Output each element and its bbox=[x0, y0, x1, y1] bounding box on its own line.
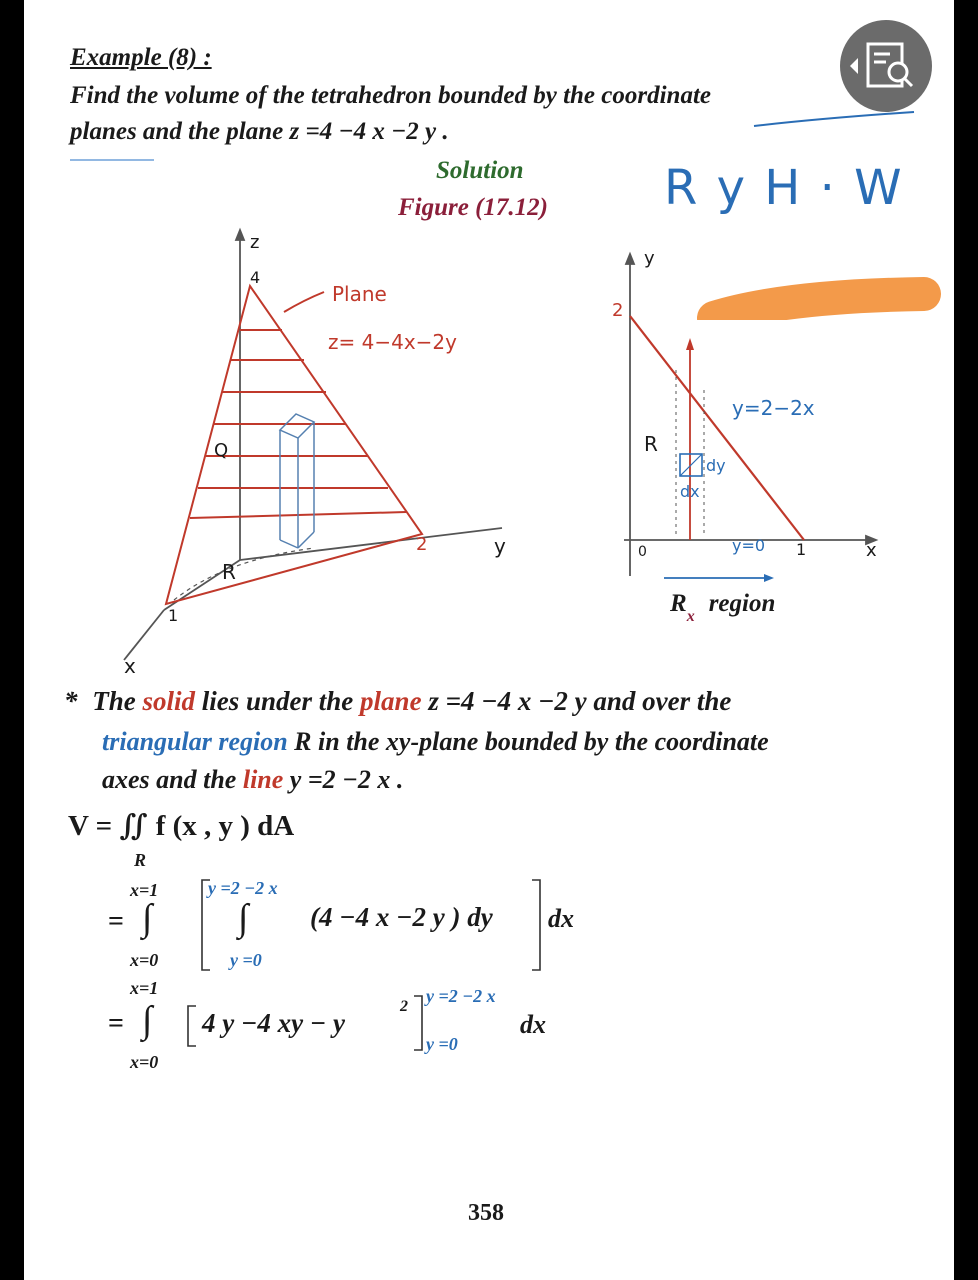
integrand: (4 −4 x −2 y ) dy bbox=[310, 902, 493, 932]
document-page bbox=[24, 0, 954, 1280]
region-r-label: R bbox=[644, 432, 658, 456]
volume-sub: R bbox=[134, 850, 147, 870]
eval-lower: y =0 bbox=[426, 1034, 458, 1054]
fig-y-tick: 2 bbox=[416, 534, 428, 555]
dx-1: dx bbox=[548, 904, 574, 933]
integral-y: ∫ bbox=[238, 897, 249, 939]
region-dx: dx bbox=[680, 482, 700, 501]
p-text-2: R in the xy-plane bounded by the coordinate bbox=[294, 727, 769, 756]
p-line-eq: y =2 −2 x . bbox=[289, 765, 404, 794]
p-text-3: axes and the bbox=[102, 765, 237, 794]
fig-x-tick: 1 bbox=[168, 606, 179, 625]
antiderivative: 4 y −4 xy − y bbox=[202, 1008, 345, 1038]
upper-y: y =2 −2 x bbox=[208, 878, 278, 898]
figure-label: Figure (17.12) bbox=[398, 194, 548, 221]
fig-z-axis: z bbox=[250, 232, 260, 253]
solution-label: Solution bbox=[436, 157, 524, 184]
example-title: Example (8) : bbox=[70, 44, 212, 71]
volume-formula: V = ∬ f (x , y ) dA bbox=[68, 810, 295, 842]
fig-x-axis: x bbox=[124, 654, 136, 678]
lower-y: y =0 bbox=[230, 950, 262, 970]
square-exp: 2 bbox=[400, 998, 408, 1015]
p-plane: plane bbox=[360, 686, 422, 716]
region-baseline: y=0 bbox=[732, 536, 766, 555]
page-number: 358 bbox=[468, 1200, 504, 1226]
region-y-axis-label: y bbox=[644, 248, 655, 269]
p-word: The bbox=[92, 686, 136, 716]
fig-y-axis: y bbox=[494, 534, 506, 558]
p-line: line bbox=[242, 765, 284, 794]
integral-x-2: ∫ bbox=[142, 999, 153, 1041]
region-x-axis-label: x bbox=[866, 540, 877, 561]
handwritten-note: R y H · W bbox=[664, 160, 904, 216]
integral-x-1: ∫ bbox=[142, 897, 153, 939]
eq-sign-2: = bbox=[108, 1008, 124, 1039]
brackets bbox=[24, 0, 954, 1280]
dx-2: dx bbox=[520, 1010, 546, 1039]
region-line-eq: y=2−2x bbox=[732, 396, 815, 420]
eq-sign-1: = bbox=[108, 906, 124, 937]
caption-sub: x bbox=[686, 608, 695, 625]
problem-line-2: planes and the plane z =4 −4 x −2 y . bbox=[70, 118, 449, 145]
p-text: lies under the bbox=[201, 686, 354, 716]
eval-upper: y =2 −2 x bbox=[426, 986, 496, 1006]
fig-plane-label: Plane bbox=[332, 282, 387, 306]
bullet-star: * bbox=[64, 686, 78, 716]
p-region: triangular region bbox=[102, 727, 288, 756]
region-dy: dy bbox=[706, 456, 726, 475]
region-y-tick: 2 bbox=[612, 300, 624, 321]
region-x-tick: 1 bbox=[796, 540, 807, 559]
fig-z-tick: 4 bbox=[250, 268, 261, 287]
region-origin: 0 bbox=[638, 544, 647, 560]
fig-region-label: R bbox=[222, 560, 236, 584]
caption-r: R bbox=[670, 590, 687, 617]
p-plane-eq: z =4 −4 x −2 y and over the bbox=[428, 686, 732, 716]
lower-x-1: x=0 bbox=[130, 950, 159, 970]
upper-x-1: x=1 bbox=[130, 880, 159, 900]
upper-x-2: x=1 bbox=[130, 978, 159, 998]
fig-q-label: Q bbox=[214, 440, 229, 461]
lower-x-2: x=0 bbox=[130, 1052, 159, 1072]
p-solid: solid bbox=[142, 686, 196, 716]
problem-line-1: Find the volume of the tetrahedron bounded by the coordinate bbox=[70, 82, 711, 109]
caption-text: region bbox=[708, 590, 776, 617]
fig-plane-eq: z= 4−4x−2y bbox=[328, 330, 457, 354]
